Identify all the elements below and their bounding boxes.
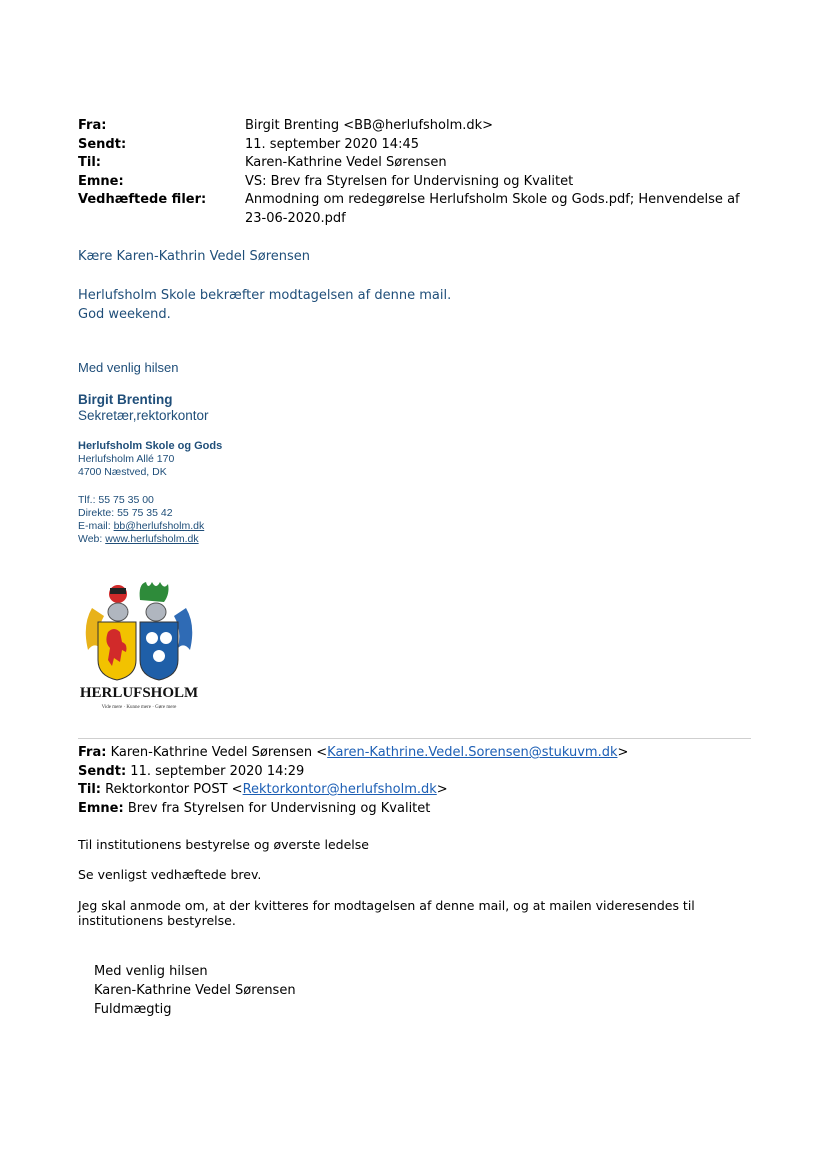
original-paragraph-3: Jeg skal anmode om, at der kvitteres for modtagelsen af denne mail, og at mailen videresendes til institutionens bestyrelse. xyxy=(78,898,695,928)
original-paragraph-1: Til institutionens bestyrelse og øverste ledelse xyxy=(78,837,369,852)
contact-email-label: E-mail: xyxy=(78,520,114,532)
header-attachments-row xyxy=(78,191,758,228)
forwarded-from-name: Karen-Kathrine Vedel Sørensen < xyxy=(110,745,328,760)
reply-greeting: Kære Karen-Kathrin Vedel Sørensen xyxy=(78,249,311,264)
contact-web-link[interactable]: www.herlufsholm.dk xyxy=(105,533,199,545)
logo-shell-2 xyxy=(160,632,172,644)
header-to-row xyxy=(78,154,758,173)
forwarded-from-row xyxy=(78,744,628,763)
reply-line-1: Herlufsholm Skole bekræfter modtagelsen af denne mail. xyxy=(78,288,452,303)
contact-web-label: Web: xyxy=(78,533,106,545)
email-header xyxy=(78,117,758,228)
header-attachments-value: Anmodning om redegørelse Herlufsholm Skole og Gods.pdf; Henvendelse af 23-06-2020.pdf xyxy=(245,192,740,226)
contact-web-row xyxy=(78,533,204,546)
message-divider xyxy=(78,738,751,739)
forwarded-to-label: Til: xyxy=(78,782,101,797)
forwarded-subject-value: Brev fra Styrelsen for Undervisning og Kvalitet xyxy=(127,800,431,816)
contact-email-row xyxy=(78,520,204,533)
signature-contact xyxy=(78,494,204,546)
logo-shell-1 xyxy=(146,632,158,644)
closing-title: Fuldmægtig xyxy=(94,1002,172,1017)
logo-helmet-right xyxy=(146,603,166,621)
header-attachments-label: Vedhæftede filer: xyxy=(78,192,207,207)
header-from-value: Birgit Brenting <BB@herlufsholm.dk> xyxy=(245,118,494,133)
logo-shell-3 xyxy=(153,650,165,662)
forwarded-to-email-link[interactable]: Rektorkontor@herlufsholm.dk xyxy=(242,782,437,797)
logo-crest-right xyxy=(140,582,169,602)
logo-motto: Vide mere · Kunne mere · Gøre mere xyxy=(101,705,177,710)
org-name: Herlufsholm Skole og Gods xyxy=(78,440,223,452)
header-subject-row xyxy=(78,173,758,192)
original-closing xyxy=(94,962,296,1019)
reply-line-2: God weekend. xyxy=(78,306,171,322)
forwarded-to-row xyxy=(78,781,628,800)
header-sent-row xyxy=(78,136,758,155)
signature-organization xyxy=(78,440,222,479)
header-subject-value: VS: Brev fra Styrelsen for Undervisning og Kvalitet xyxy=(245,173,574,189)
forwarded-to-name: Rektorkontor POST < xyxy=(105,782,243,797)
header-sent-label: Sendt: xyxy=(78,136,127,152)
header-sent-value: 11. september 2020 14:45 xyxy=(245,136,419,152)
header-to-label: Til: xyxy=(78,155,101,170)
logo-helmet-left xyxy=(108,603,128,621)
logo-wordmark: HERLUFSHOLM xyxy=(79,685,199,701)
forwarded-subject-label: Emne: xyxy=(78,800,124,816)
header-subject-label: Emne: xyxy=(78,173,124,189)
signature-regards: Med venlig hilsen xyxy=(78,360,179,375)
header-from-row xyxy=(78,117,758,136)
forwarded-header xyxy=(78,744,628,818)
forwarded-to-close: > xyxy=(436,782,448,797)
forwarded-from-email-link[interactable]: Karen-Kathrine.Vedel.Sorensen@stukuvm.dk xyxy=(327,745,618,760)
header-to-value: Karen-Kathrine Vedel Sørensen xyxy=(245,155,447,170)
reply-body xyxy=(78,287,451,324)
logo-crest-left-band xyxy=(110,588,126,594)
herlufsholm-logo xyxy=(78,580,200,714)
org-address-line-2: 4700 Næstved, DK xyxy=(78,466,167,478)
closing-regards: Med venlig hilsen xyxy=(94,964,208,979)
forwarded-sent-label: Sendt: xyxy=(78,763,127,779)
forwarded-subject-row xyxy=(78,800,628,819)
closing-name: Karen-Kathrine Vedel Sørensen xyxy=(94,983,296,998)
signature-name: Birgit Brenting xyxy=(78,392,173,407)
original-paragraph-2: Se venligst vedhæftede brev. xyxy=(78,867,262,882)
org-address-line-1: Herlufsholm Allé 170 xyxy=(78,453,175,465)
forwarded-from-close: > xyxy=(617,745,629,760)
forwarded-from-label: Fra: xyxy=(78,745,107,760)
forwarded-sent-value: 11. september 2020 14:29 xyxy=(130,763,305,779)
contact-phone: Tlf.: 55 75 35 00 xyxy=(78,494,154,506)
contact-direct: Direkte: 55 75 35 42 xyxy=(78,507,173,519)
forwarded-sent-row xyxy=(78,763,628,782)
contact-email-link[interactable]: bb@herlufsholm.dk xyxy=(113,520,205,532)
header-from-label: Fra: xyxy=(78,118,107,133)
signature-title: Sekretær,rektorkontor xyxy=(78,408,209,423)
